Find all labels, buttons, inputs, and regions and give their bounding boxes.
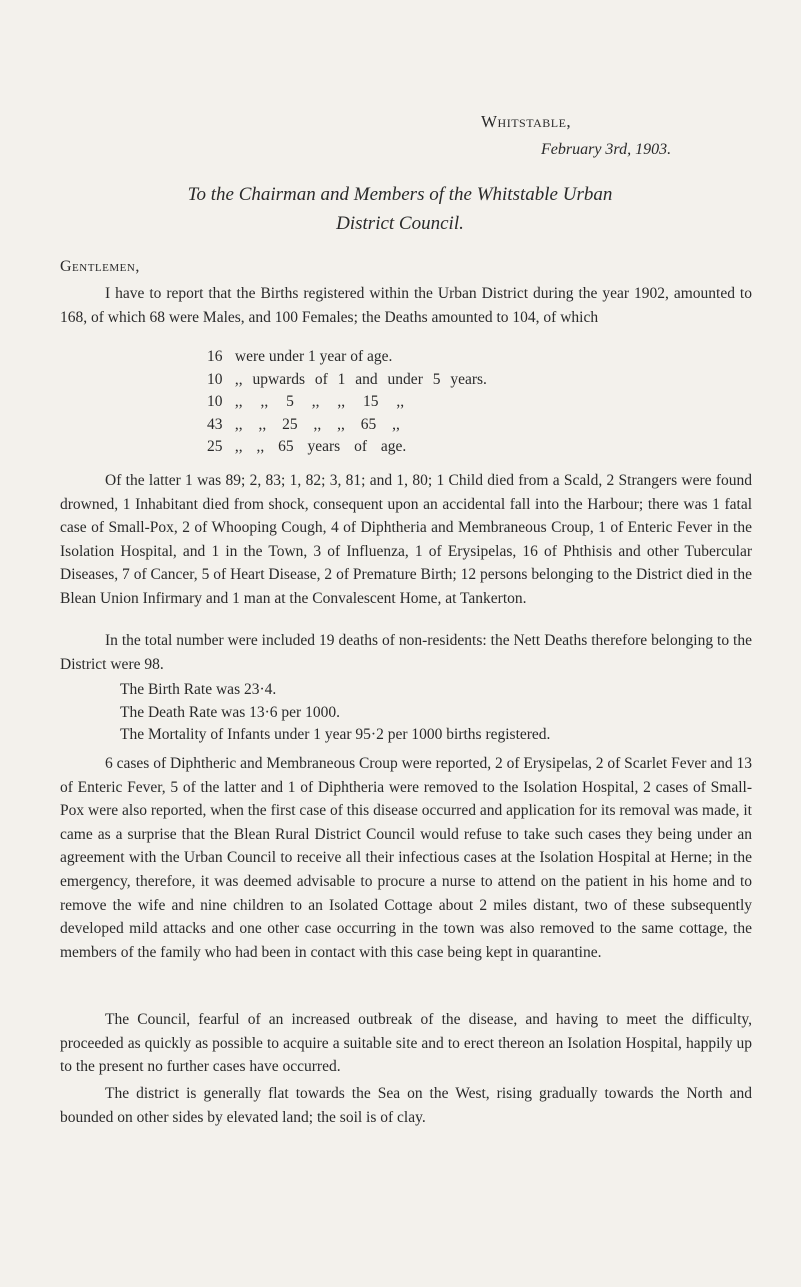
paragraph-isolation-hospital: The Council, fearful of an increased outbreak of the disease, and having to meet the difficulty, proceeded as quickly as possible to acquire a suitable site and to erect thereon an Isolation Hospital, happily up to the present no further cases have occurred.	[60, 1011, 752, 1076]
deaths-by-age-list	[207, 346, 487, 459]
age-count: 10	[207, 393, 223, 410]
letter-place: Whitstable,	[481, 112, 572, 131]
paragraph-infectious-cases: 6 cases of Diphtheric and Membraneous Croup were reported, 2 of Erysipelas, 2 of Scarlet Fever and 13 of Enteric Fever, 5 of the latter and 1 of Diphtheria were removed to the Isolation Hospital, 2 cases of Small-Pox were also reported, when the first case of this disease occurred and application for its removal was made, it came as a surprise that the Blean Rural District Council would refuse to take such cases they being under an agreement with the Urban Council to receive all their infectious cases at the Isolation Hospital at Herne; in the emergency, therefore, it was deemed advisable to procure a nurse to attend on the patient in his home and to remove the wife and nine children to an Isolated Cottage about 2 miles distant, two of these subsequently developed mild attacks and one other case occurring in the town was also removed to the same cottage, the members of the family who had been in contact with this case being kept in quarantine.	[60, 755, 752, 961]
paragraph-district-soil: The district is generally flat towards the Sea on the West, rising gradually towards the North and bounded on other sides by elevated land; the soil is of clay.	[60, 1085, 752, 1126]
list-item	[207, 346, 487, 369]
age-count: 10	[207, 370, 223, 388]
list-item	[207, 369, 487, 392]
infant-mortality: The Mortality of Infants under 1 year 95·2 per 1000 births registered.	[120, 726, 551, 744]
age-text: ,, ,, 65 years of age.	[234, 438, 407, 455]
addressee-line-1: To the Chairman and Members of the Whitstable Urban	[187, 184, 613, 205]
age-text: ,, ,, 25 ,, ,, 65 ,,	[234, 415, 400, 433]
age-count: 25	[207, 438, 223, 455]
salutation: Gentlemen,	[60, 258, 140, 275]
age-count: 16	[207, 348, 223, 365]
age-text: ,, ,, 5 ,, ,, 15 ,,	[234, 393, 405, 410]
list-item	[207, 436, 487, 459]
rates-block	[120, 679, 550, 747]
birth-rate: The Birth Rate was 23·4.	[120, 681, 277, 698]
list-item	[207, 391, 487, 414]
death-rate: The Death Rate was 13·6 per 1000.	[120, 703, 340, 721]
list-item	[207, 414, 487, 437]
age-text: ,, upwards of 1 and under 5 years.	[234, 370, 487, 388]
paragraph-ages-causes: Of the latter 1 was 89; 2, 83; 1, 82; 3, 81; and 1, 80; 1 Child died from a Scald, 2 Strangers were found drowned, 1 Inhabitant died from shock, consequent upon an accidental fall into the Harbour; there was 1 fatal case of Small-Pox, 2 of Whooping Cough, 4 of Diphtheria and Membraneous Croup, 1 of Enteric Fever in the Isolation Hospital, and 1 in the Town, 3 of Influenza, 1 of Erysipelas, 16 of Phthisis and other Tubercular Diseases, 7 of Cancer, 5 of Heart Disease, 2 of Premature Birth; 12 persons belonging to the District died in the Blean Union Infirmary and 1 man at the Convalescent Home, at Tankerton.	[60, 472, 752, 607]
addressee-line-2: District Council.	[336, 213, 464, 234]
paragraph-non-residents: In the total number were included 19 deaths of non-residents: the Nett Deaths therefore belonging to the District were 98.	[60, 632, 752, 673]
paragraph-births-deaths: I have to report that the Births registered within the Urban District during the year 1902, amounted to 168, of which 68 were Males, and 100 Females; the Deaths amounted to 104, of which	[60, 285, 752, 326]
letter-date: February 3rd, 1903.	[541, 141, 672, 158]
age-text: were under 1 year of age.	[234, 348, 393, 365]
age-count: 43	[207, 415, 223, 433]
